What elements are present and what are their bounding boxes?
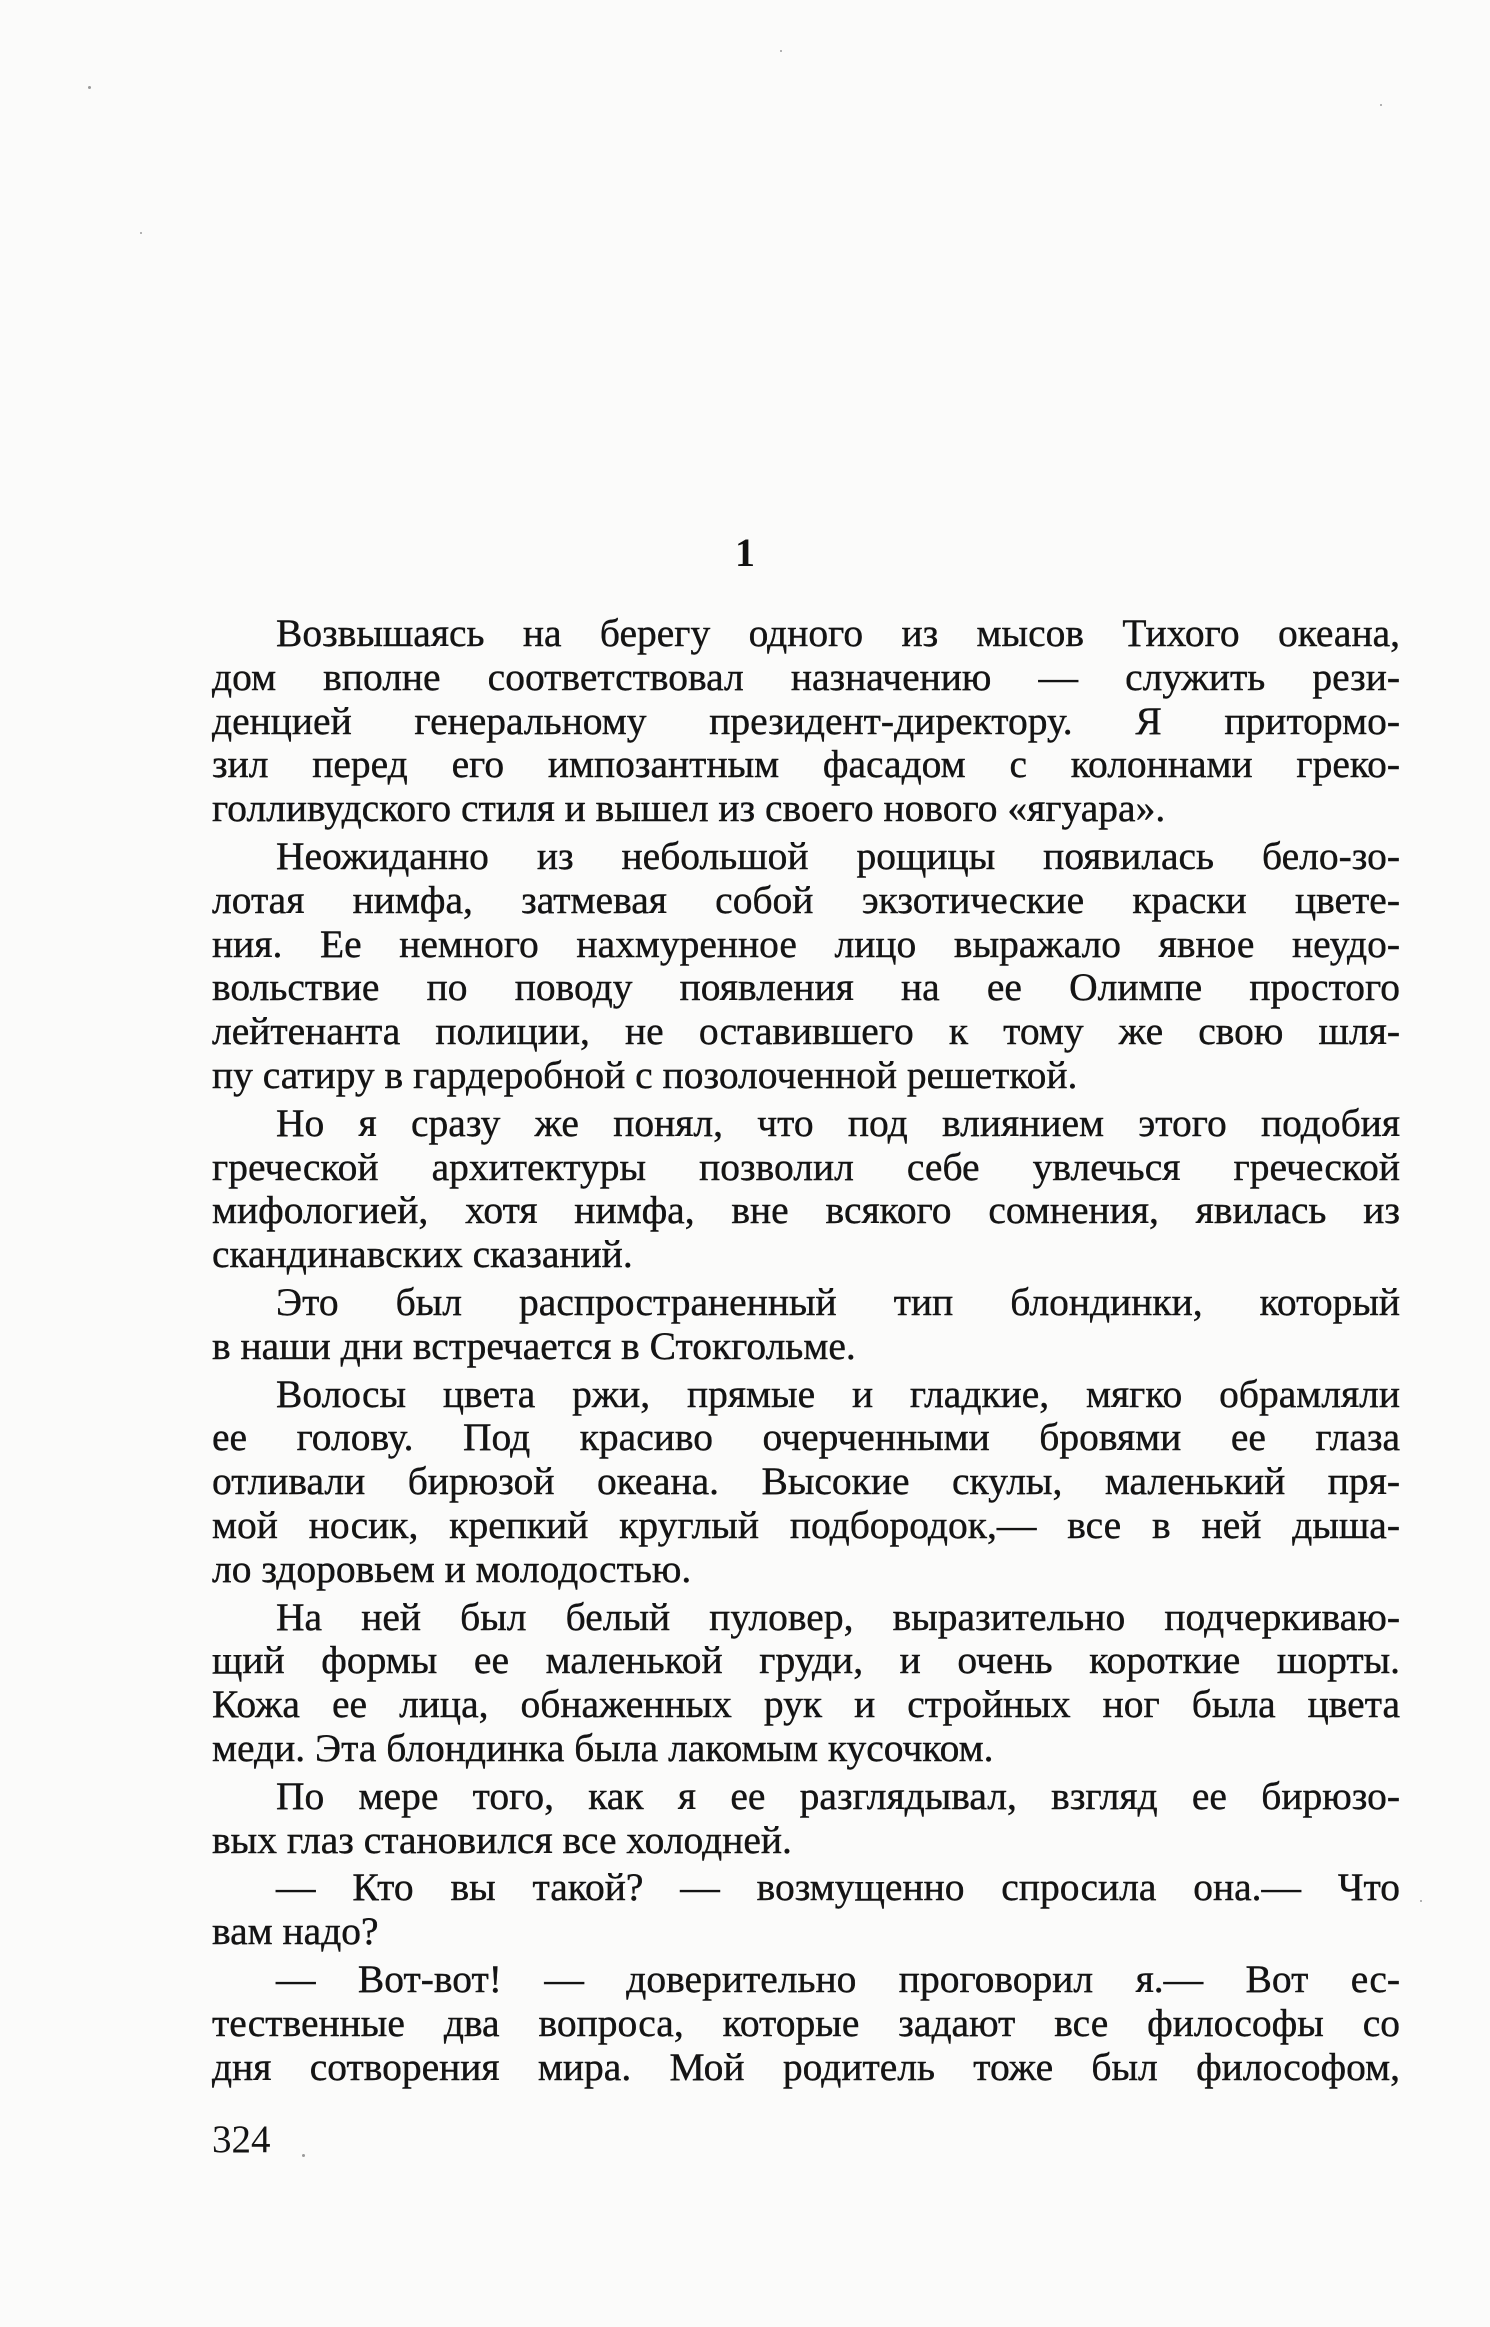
paragraph — [212, 1958, 1400, 2089]
text-line: Неожиданно из небольшой рощицы появилась бело-зо- — [276, 833, 1400, 878]
text-line: греческой архитектуры позволил себе увлечься греческой — [212, 1144, 1400, 1189]
text-line: отливали бирюзой океана. Высокие скулы, маленький пря- — [212, 1459, 1400, 1504]
paragraph — [212, 1281, 1400, 1369]
scan-speck — [88, 86, 91, 89]
paragraph — [212, 835, 1400, 1098]
text-line: тественные два вопроса, которые задают все философы со — [212, 2000, 1400, 2045]
text-line: лейтенанта полиции, не оставившего к тому же свою шля- — [212, 1009, 1400, 1054]
paragraph — [212, 1775, 1400, 1863]
scan-speck — [1420, 1900, 1422, 1902]
text-line: вам надо? — [212, 1909, 379, 1954]
chapter-number: 1 — [735, 530, 755, 575]
paragraph — [212, 1102, 1400, 1277]
text-line: Волосы цвета ржи, прямые и гладкие, мягко обрамляли — [276, 1371, 1400, 1416]
text-line: Но я сразу же понял, что под влиянием этого подобия — [276, 1100, 1400, 1145]
text-line: пу сатиру в гардеробной с позолоченной решеткой. — [212, 1052, 1078, 1097]
scan-speck — [1380, 104, 1382, 106]
text-line: голливудского стиля и вышел из своего нового «ягуара». — [212, 786, 1166, 831]
paragraph — [212, 1866, 1400, 1954]
paragraph — [212, 1596, 1400, 1771]
text-line: меди. Эта блондинка была лакомым кусочком. — [212, 1725, 994, 1770]
paragraph — [212, 612, 1400, 831]
text-line: По мере того, как я ее разглядывал, взгляд ее бирюзо- — [276, 1773, 1400, 1818]
text-line: дня сотворения мира. Мой родитель тоже был философом, — [212, 2044, 1400, 2089]
text-line: Кожа ее лица, обнаженных рук и стройных ног была цвета — [212, 1682, 1400, 1727]
text-line: ния. Ее немного нахмуренное лицо выражало явное неудо- — [212, 921, 1400, 966]
text-line: щий формы ее маленькой груди, и очень короткие шорты. — [212, 1638, 1400, 1683]
text-line: в наши дни встречается в Стокгольме. — [212, 1323, 856, 1368]
text-line: На ней был белый пуловер, выразительно подчеркиваю- — [276, 1594, 1400, 1639]
text-line: вых глаз становился все холодней. — [212, 1817, 792, 1862]
text-line: мифологией, хотя нимфа, вне всякого сомнения, явилась из — [212, 1188, 1400, 1233]
text-line: денцией генеральному президент-директору. Я притормо- — [212, 698, 1400, 743]
page-number: 324 — [212, 2118, 271, 2161]
text-line: Это был распространенный тип блондинки, который — [276, 1279, 1400, 1324]
text-line: Возвышаясь на берегу одного из мысов Тихого океана, — [276, 611, 1400, 655]
text-line: дом вполне соответствовал назначению — служить рези- — [212, 654, 1400, 699]
text-line: лотая нимфа, затмевая собой экзотические краски цвете- — [212, 877, 1400, 922]
scan-speck — [302, 2154, 305, 2157]
scan-speck — [780, 50, 782, 52]
paragraph — [212, 1373, 1400, 1592]
text-line: зил перед его импозантным фасадом с колоннами греко- — [212, 742, 1400, 787]
text-line: — Кто вы такой? — возмущенно спросила она.— Что — [276, 1865, 1400, 1910]
chapter-body-text — [212, 612, 1400, 2089]
text-line: ло здоровьем и молодостью. — [212, 1546, 692, 1591]
text-line: — Вот-вот! — доверительно проговорил я.— Вот ес- — [276, 1956, 1400, 2001]
text-line: вольствие по поводу появления на ее Олимпе простого — [212, 965, 1400, 1010]
scan-speck — [140, 232, 142, 234]
text-line: скандинавских сказаний. — [212, 1232, 633, 1277]
text-line: ее голову. Под красиво очерченными бровями ее глаза — [212, 1415, 1400, 1460]
text-line: мой носик, крепкий круглый подбородок,— все в ней дыша- — [212, 1502, 1400, 1547]
